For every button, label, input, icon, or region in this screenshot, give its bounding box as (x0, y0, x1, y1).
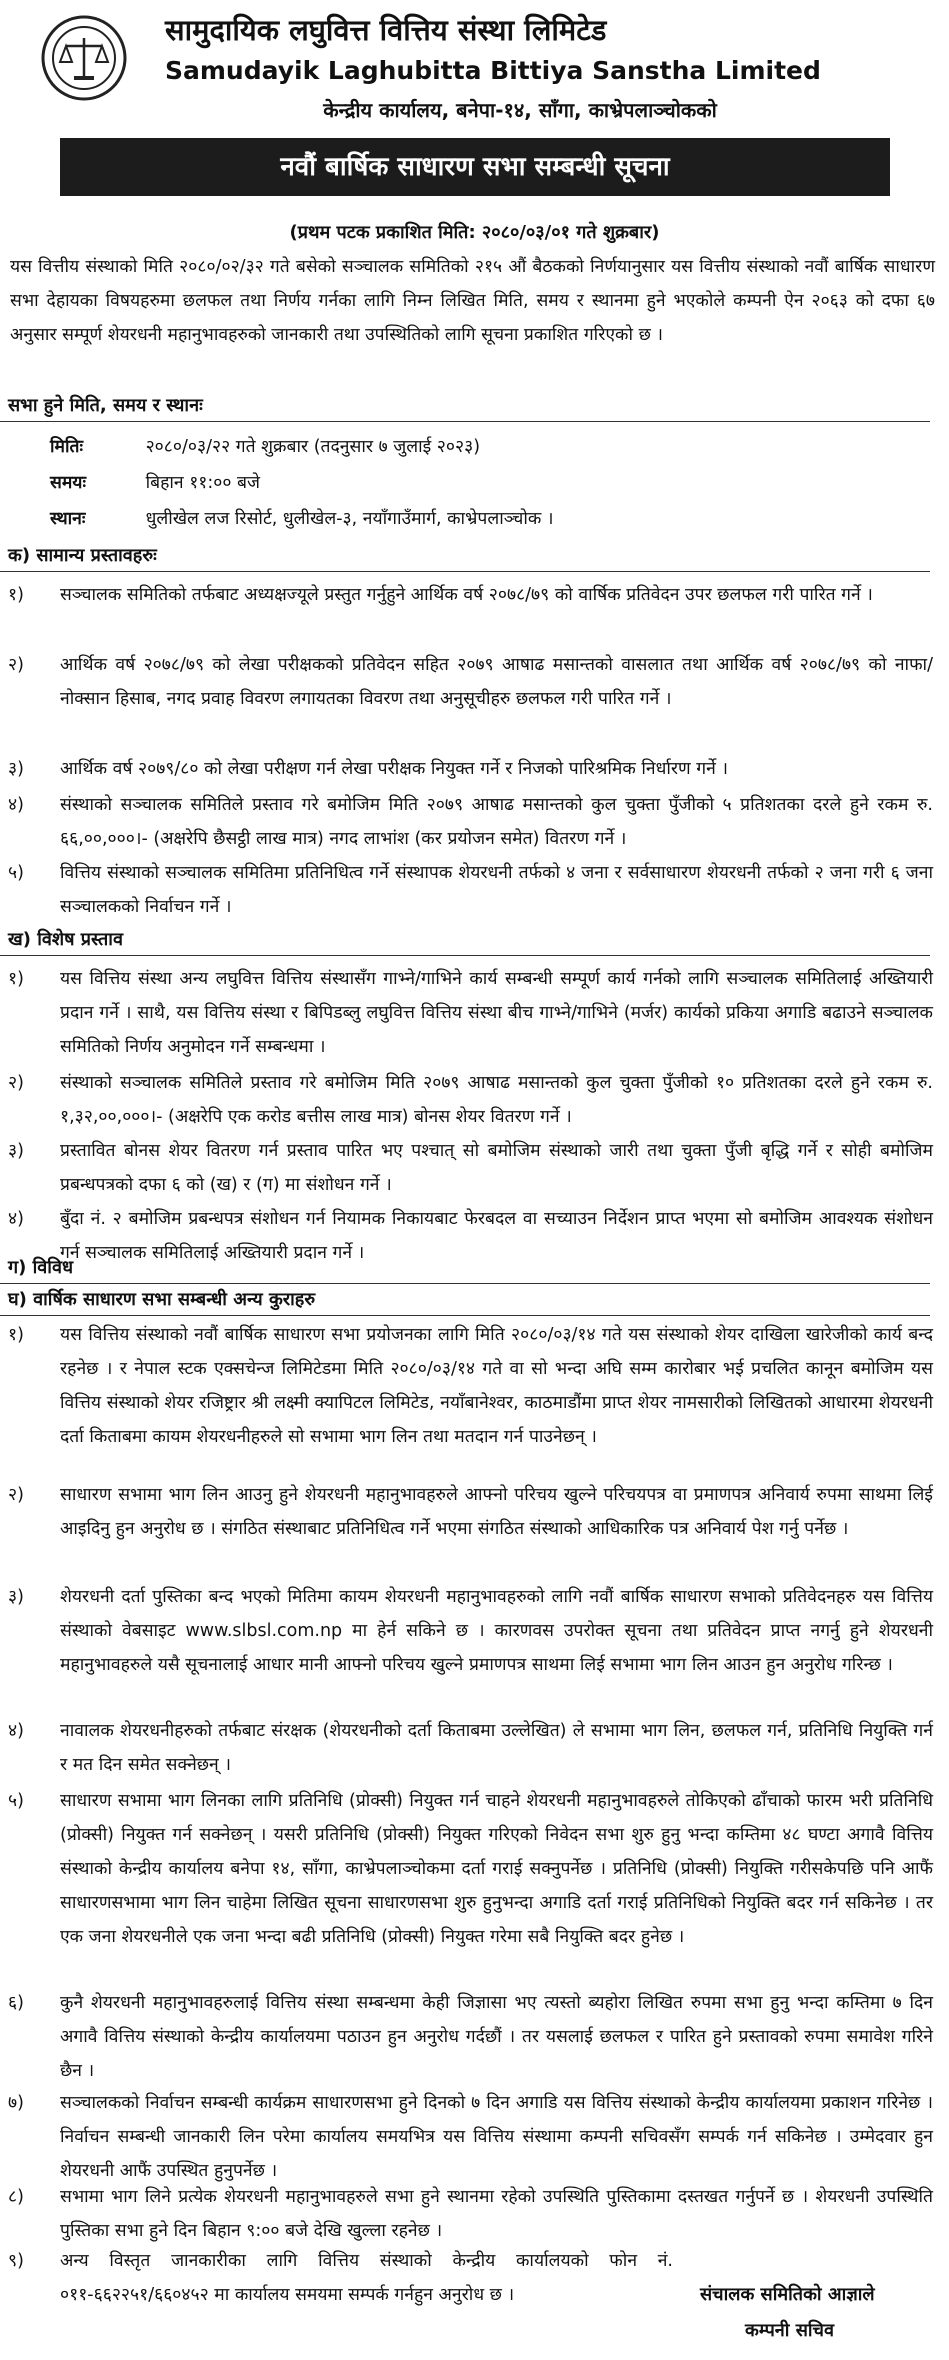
item-text: नावालक शेयरधनीहरुको तर्फबाट संरक्षक (शेयरधनीको दर्ता किताबमा उल्लेखित) ले सभामा भाग लिन, छलफल गर्न, प्रतिनिधि नियुक्ति गर्न र मत दिन समेत सक्नेछन् । (60, 1721, 933, 1775)
meeting-time-label: समयः (50, 473, 86, 493)
meeting-date-row (50, 430, 480, 464)
other-item (8, 1784, 933, 1954)
item-number: ४) (8, 1721, 24, 1741)
item-number: ९) (8, 2251, 24, 2271)
meeting-date-value: २०८०/०३/२२ गते शुक्रबार (तदनुसार ७ जुलाई २०२३) (145, 437, 481, 457)
item-text: बुँदा नं. २ बमोजिम प्रबन्धपत्र संशोधन गर्न नियामक निकायबाट फेरबदल वा सच्याउन निर्देशन प्राप्त भएमा सो बमोजिम आवश्यक संशोधन गर्न सञ्चालक समितिलाई अख्तियारी प्रदान गर्ने । (60, 1209, 933, 1263)
signature-line-1: संचालक समितिको आज्ञाले (700, 2284, 875, 2305)
meeting-date-label: मितिः (50, 437, 84, 457)
other-matters-heading: घ) वार्षिक साधारण सभा सम्बन्धी अन्य कुराहरु (0, 1284, 930, 1316)
signature-line-2: कम्पनी सचिव (745, 2320, 834, 2341)
other-item (8, 1318, 933, 1454)
item-text: साधारण सभामा भाग लिन आउनु हुने शेयरधनी महानुभावहरुले आफ्नो परिचय खुल्ने परिचयपत्र वा प्रमाणपत्र अनिवार्य रुपमा साथमा लिई आइदिनु हुन अनुरोध छ । संगठित संस्थाबाट प्रतिनिधित्व गर्ने भएमा संगठित संस्थाको आधिकारिक पत्र अनिवार्य पेश गर्नु पर्नेछ । (60, 1485, 933, 1539)
item-text: सञ्चालक समितिको तर्फबाट अध्यक्षज्यूले प्रस्तुत गर्नुहुने आर्थिक वर्ष २०७८/७९ को वार्षिक प्रतिवेदन उपर छलफल गरी पारित गर्ने । (60, 585, 873, 605)
item-text: संस्थाको सञ्चालक समितिले प्रस्ताव गरे बमोजिम मिति २०७९ आषाढ मसान्तको कुल चुक्ता पुँजीको १० प्रतिशतका दरले हुने रकम रु. १,३२,००,०००।- (अक्षरेपि एक करोड बत्तीस लाख मात्र) बोनस शेयर वितरण गर्ने । (60, 1073, 933, 1127)
item-text: शेयरधनी दर्ता पुस्तिका बन्द भएको मितिमा कायम शेयरधनी महानुभावहरुको लागि नवौं बार्षिक साधारण सभाको प्रतिवेदनहरु यस वित्तिय संस्थाको वेबसाइट www.slbsl.com.np मा हेर्न सकिने छ । कारणवस उपरोक्त सूचना तथा प्रतिवेदन प्राप्त नगर्नु हुने शेयरधनी महानुभावहरुले यसै सूचनालाई आधार मानी आफ्नो परिचय खुल्ने प्रमाणपत्र साथमा लिई सभामा भाग लिन आउन हुन अनुरोध गरिन्छ । (60, 1587, 933, 1675)
meeting-place-value: धुलीखेल लज रिसोर्ट, धुलीखेल-३, नयाँगाउँमार्ग, काभ्रेपलाञ्चोक । (145, 509, 554, 529)
org-name-nepali: सामुदायिक लघुवित्त वित्तिय संस्था लिमिटेड (165, 13, 607, 47)
other-item (8, 2180, 933, 2248)
item-number: ५) (8, 1791, 24, 1811)
item-text: प्रस्तावित बोनस शेयर वितरण गर्न प्रस्ताव पारित भए पश्चात् सो बमोजिम संस्थाको जारी तथा चुक्ता पुँजी बृद्धि गर्ने र सोही बमोजिम प्रबन्धपत्रको दफा ६ को (ख) र (ग) मा संशोधन गर्ने । (60, 1141, 933, 1195)
item-number: ७) (8, 2093, 24, 2113)
meeting-time-value: बिहान ११:०० बजे (145, 473, 261, 493)
item-text: यस वित्तिय संस्थाको नवौं बार्षिक साधारण सभा प्रयोजनका लागि मिति २०८०/०३/१४ गते यस संस्थाको शेयर दाखिला खारेजीको कार्य बन्द रहनेछ । र नेपाल स्टक एक्सचेन्ज लिमिटेडमा मिति २०८०/०३/१४ गते वा सो भन्दा अघि सम्म कारोबार भई प्रचलित कानून बमोजिम यस वित्तिय संस्थाको शेयर रजिष्ट्रार श्री लक्ष्मी क्यापिटल लिमिटेड, नयाँबानेश्वर, काठमाडौंमा प्राप्त शेयर नामसारीको लिखितको आधारमा शेयरधनी दर्ता किताबमा कायम शेयरधनीहरुले सो सभामा भाग लिन तथा मतदान गर्न पाउनेछन् । (60, 1325, 933, 1447)
org-name-english: Samudayik Laghubitta Bittiya Sanstha Limited (165, 56, 821, 85)
item-number: ३) (8, 1587, 24, 1607)
item-number: २) (8, 1485, 24, 1505)
meeting-heading: सभा हुने मिति, समय र स्थानः (0, 390, 930, 422)
notice-title: नवौं बार्षिक साधारण सभा सम्बन्धी सूचना (60, 138, 890, 196)
item-number: ४) (8, 795, 24, 815)
other-item (8, 1714, 933, 1782)
item-text: आर्थिक वर्ष २०७९/८० को लेखा परीक्षण गर्न लेखा परीक्षक नियुक्त गर्ने र निजको पारिश्रमिक निर्धारण गर्ने । (60, 759, 729, 779)
item-number: २) (8, 1073, 24, 1093)
meeting-place-label: स्थानः (50, 509, 86, 529)
item-text: सभामा भाग लिने प्रत्येक शेयरधनी महानुभावहरुले सभा हुने स्थानमा रहेको उपस्थिति पुस्तिकामा दस्तखत गर्नुपर्ने छ । शेयरधनी उपस्थिति पुस्तिका सभा हुने दिन बिहान ९:०० बजे देखि खुल्ला रहनेछ । (60, 2187, 933, 2241)
other-item (8, 1478, 933, 1546)
item-text: आर्थिक वर्ष २०७८/७९ को लेखा परीक्षकको प्रतिवेदन सहित २०७९ आषाढ मसान्तको वासलात तथा आर्थिक वर्ष २०७८/७९ को नाफा/नोक्सान हिसाब, नगद प्रवाह विवरण लगायतका विवरण तथा अनुसूचीहरु छलफल गरी पारित गर्ने । (60, 655, 933, 709)
item-number: ३) (8, 759, 24, 779)
general-item (8, 648, 933, 716)
intro-paragraph: यस वित्तीय संस्थाको मिति २०८०/०२/३२ गते बसेको सञ्चालक समितिको २१५ औं बैठकको निर्णयानुसार यस वित्तीय संस्थाको नवौं बार्षिक साधारण सभा देहायका विषयहरुमा छलफल तथा निर्णय गर्नका लागि निम्न लिखित मिति, समय र स्थानमा हुने भएकोले कम्पनी ऐन २०६३ को दफा ६७ अनुसार सम्पूर्ण शेयरधनी महानुभावहरुको जानकारी तथा उपस्थितिको लागि सूचना प्रकाशित गरिएको छ । (10, 257, 935, 345)
general-item (8, 856, 933, 924)
company-logo-icon (40, 14, 128, 102)
item-number: ८) (8, 2187, 24, 2207)
special-item (8, 1066, 933, 1134)
item-number: ४) (8, 1209, 24, 1229)
misc-heading: ग) विविध (0, 1252, 930, 1284)
org-address: केन्द्रीय कार्यालय, बनेपा-१४, साँगा, काभ्रेपलाञ्चोकको (323, 98, 717, 122)
special-proposals-heading: ख) विशेष प्रस्ताव (0, 924, 930, 956)
other-item (8, 1986, 933, 2088)
item-text: संस्थाको सञ्चालक समितिले प्रस्ताव गरे बमोजिम मिति २०७९ आषाढ मसान्तको कुल चुक्ता पुँजीको ५ प्रतिशतका दरले हुने रकम रु. ६६,००,०००।- (अक्षरेपि छैसट्ठी लाख मात्र) नगद लाभांश (कर प्रयोजन समेत) वितरण गर्ने । (60, 795, 933, 849)
item-number: ५) (8, 863, 24, 883)
other-item (8, 1580, 933, 1682)
item-text: सञ्चालकको निर्वाचन सम्बन्धी कार्यक्रम साधारणसभा हुने दिनको ७ दिन अगाडि यस वित्तिय संस्थाको केन्द्रीय कार्यालयमा प्रकाशन गरिनेछ । निर्वाचन सम्बन्धी जानकारी लिन परेमा कार्यालय समयभित्र यस वित्तिय संस्थामा कम्पनी सचिवसँग सम्पर्क गर्न सकिनेछ । उम्मेदवार हुन शेयरधनी आफैं उपस्थित हुनुपर्नेछ । (60, 2093, 933, 2181)
general-item (8, 752, 933, 786)
item-number: १) (8, 585, 24, 605)
item-text: यस वित्तिय संस्था अन्य लघुवित्त वित्तिय संस्थासँग गाभ्ने/गाभिने कार्य सम्बन्धी सम्पूर्ण कार्य गर्नको लागि सञ्चालक समितिलाई अख्तियारी प्रदान गर्ने । साथै, यस वित्तिय संस्था र बिपिडब्लु लघुवित्त वित्तिय संस्था बीच गाभ्ने/गाभिने (मर्जर) कार्यको प्रकिया अगाडि बढाउने सञ्चालक समितिको निर्णय अनुमोदन गर्ने सम्बन्धमा । (60, 969, 933, 1057)
item-number: १) (8, 1325, 24, 1345)
item-text: साधारण सभामा भाग लिनका लागि प्रतिनिधि (प्रोक्सी) नियुक्त गर्न चाहने शेयरधनी महानुभावहरुले तोकिएको ढाँचाको फारम भरी प्रतिनिधि (प्रोक्सी) नियुक्त गर्न सक्नेछन् । यसरी प्रतिनिधि (प्रोक्सी) नियुक्त गरिएको निवेदन सभा शुरु हुनु भन्दा कम्तिमा ४८ घण्टा अगावै वित्तिय संस्थाको केन्द्रीय कार्यालय बनेपा १४, साँगा, काभ्रेपलाञ्चोकमा दर्ता गराई सक्नुपर्नेछ । प्रतिनिधि (प्रोक्सी) नियुक्ति गरीसकेपछि पनि आफैं साधारणसभामा भाग लिन चाहेमा लिखित सूचना साधारणसभा शुरु हुनुभन्दा अगाडि दर्ता गराई प्रतिनिधिको नियुक्ति बदर गर्न सकिनेछ । तर एक जना शेयरधनीले एक जना भन्दा बढी प्रतिनिधि (प्रोक्सी) नियुक्त गरेमा सबै नियुक्ति बदर हुनेछ । (60, 1791, 933, 1947)
general-proposals-heading: क) सामान्य प्रस्तावहरुः (0, 540, 930, 572)
publication-date: (प्रथम पटक प्रकाशित मिति: २०८०/०३/०१ गते शुक्रबार) (289, 222, 660, 243)
item-text: अन्य विस्तृत जानकारीका लागि वित्तिय संस्थाको केन्द्रीय कार्यालयको फोन नं. ०११-६६२२५१/६६०४५२ मा कार्यालय समयमा सम्पर्क गर्नहुन अनुरोध छ । (60, 2251, 673, 2305)
general-item (8, 788, 933, 856)
item-text: कुनै शेयरधनी महानुभावहरुलाई वित्तिय संस्था सम्बन्धमा केही जिज्ञासा भए त्यस्तो ब्यहोरा लिखित रुपमा सभा हुनु भन्दा कम्तिमा ७ दिन अगावै वित्तिय संस्थाको केन्द्रीय कार्यालयमा पठाउन हुन अनुरोध गर्दछौं । तर यसलाई छलफल र पारित हुने प्रस्तावको रुपमा समावेश गरिने छैन । (60, 1993, 933, 2081)
other-item (8, 2086, 933, 2188)
meeting-time-row (50, 466, 260, 500)
item-number: ६) (8, 1993, 24, 2013)
special-item (8, 1134, 933, 1202)
item-text: वित्तिय संस्थाको सञ्चालक समितिमा प्रतिनिधित्व गर्ने संस्थापक शेयरधनी तर्फको ४ जना र सर्वसाधारण शेयरधनी तर्फको २ जना गरी ६ जना सञ्चालकको निर्वाचन गर्ने । (60, 863, 933, 917)
item-number: ३) (8, 1141, 24, 1161)
meeting-place-row (50, 502, 554, 536)
special-item (8, 962, 933, 1064)
item-number: २) (8, 655, 24, 675)
item-number: १) (8, 969, 24, 989)
general-item (8, 578, 933, 612)
